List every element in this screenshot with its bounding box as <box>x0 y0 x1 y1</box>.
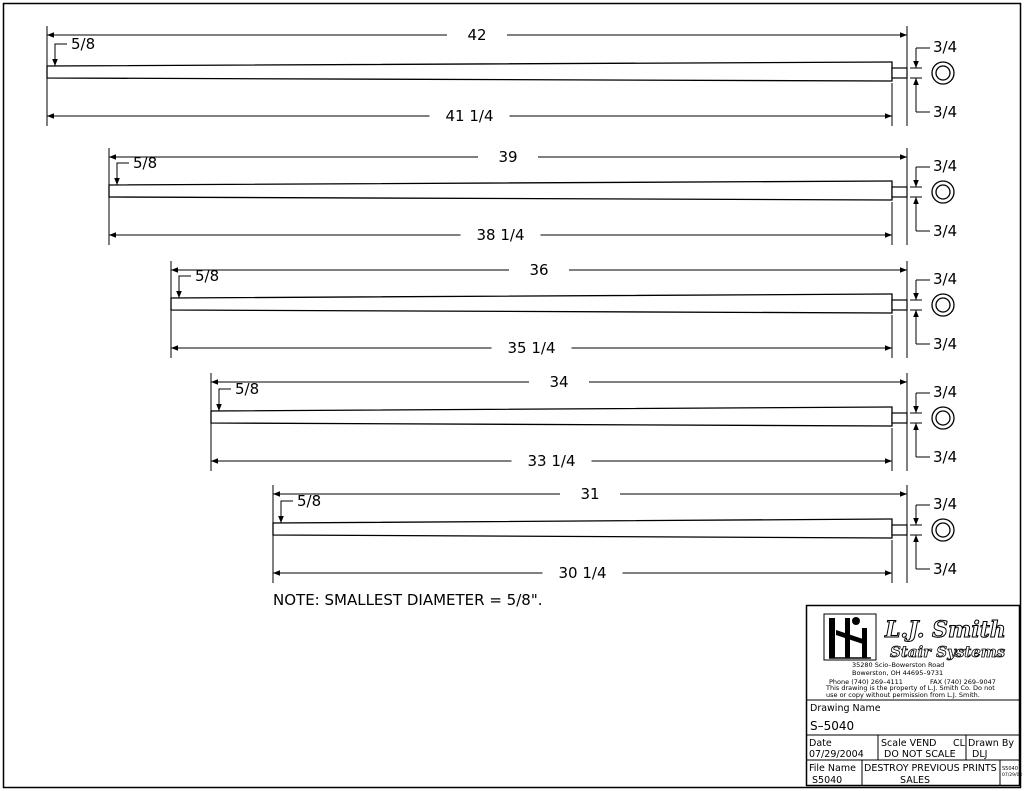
pin-diameter-top-label: 3/4 <box>933 157 958 175</box>
stamp-file: S5040 <box>1002 766 1018 772</box>
end-view-outer-circle <box>932 294 954 316</box>
baluster-4 <box>211 373 957 471</box>
pin-diameter-top-label: 3/4 <box>933 383 958 401</box>
taper-length-label: 33 1/4 <box>527 452 576 470</box>
scale-value: DO NOT SCALE <box>884 749 956 760</box>
baluster-5 <box>273 485 957 583</box>
small-end-leader <box>117 163 129 185</box>
file-name-label: File Name <box>809 763 856 774</box>
baluster-body <box>273 519 892 538</box>
pin-diameter-bottom-label: 3/4 <box>933 560 958 578</box>
taper-length-label: 35 1/4 <box>507 339 556 357</box>
scale-label: Scale VEND <box>881 738 937 749</box>
small-end-label: 5/8 <box>235 380 260 398</box>
overall-length-label: 42 <box>467 26 487 44</box>
pin-diameter-bottom-label: 3/4 <box>933 103 958 121</box>
small-end-leader <box>281 501 293 523</box>
pin-diameter-top-label: 3/4 <box>933 38 958 56</box>
disclaimer-line-2: use or copy without permission from L.J. Smith. <box>826 691 980 699</box>
baluster-pin <box>892 300 907 310</box>
address-line-2: Bowerston, OH 44695–9731 <box>852 669 944 677</box>
baluster-body <box>211 407 892 426</box>
pin-diameter-bottom-label: 3/4 <box>933 222 958 240</box>
baluster-body <box>171 294 892 313</box>
company-subname: Stair Systems <box>890 643 1006 661</box>
small-end-leader <box>179 276 191 298</box>
overall-length-label: 34 <box>549 373 569 391</box>
baluster-body <box>47 62 892 81</box>
phone: Phone (740) 269–4111 <box>829 678 903 686</box>
baluster-pin <box>892 68 907 78</box>
baluster-pin <box>892 525 907 535</box>
pin-diameter-top-label: 3/4 <box>933 495 958 513</box>
end-view-inner-circle <box>936 523 950 537</box>
drawing-name: S–5040 <box>810 719 855 733</box>
pin-diameter-bottom-label: 3/4 <box>933 335 958 353</box>
title-block <box>806 606 1022 787</box>
end-view-inner-circle <box>936 66 950 80</box>
taper-length-label: 41 1/4 <box>445 107 494 125</box>
file-name-value: S5040 <box>812 775 843 786</box>
company-logo <box>824 614 876 660</box>
end-view-inner-circle <box>936 411 950 425</box>
fax: FAX (740) 269–9047 <box>930 678 996 686</box>
drawn-by-value: DLJ <box>972 749 988 760</box>
balusters-layer <box>47 26 957 583</box>
end-view-outer-circle <box>932 181 954 203</box>
baluster-1 <box>47 26 957 126</box>
destroy-prints-notice: DESTROY PREVIOUS PRINTS <box>864 763 997 774</box>
drawing-name-label: Drawing Name <box>810 703 881 714</box>
end-view-outer-circle <box>932 62 954 84</box>
date-value: 07/29/2004 <box>809 749 864 760</box>
smallest-diameter-note: NOTE: SMALLEST DIAMETER = 5/8". <box>273 591 543 609</box>
end-view-inner-circle <box>936 298 950 312</box>
disclaimer-line-1: This drawing is the property of L.J. Smith Co. Do not <box>826 684 995 692</box>
overall-length-label: 36 <box>529 261 549 279</box>
small-end-label: 5/8 <box>133 154 158 172</box>
small-end-leader <box>219 389 231 411</box>
baluster-body <box>109 181 892 200</box>
end-view-outer-circle <box>932 519 954 541</box>
overall-length-label: 31 <box>580 485 600 503</box>
drawn-by-label: Drawn By <box>968 738 1014 749</box>
taper-length-label: 38 1/4 <box>476 226 525 244</box>
baluster-pin <box>892 413 907 423</box>
baluster-3 <box>171 261 957 358</box>
sales-label: SALES <box>900 775 931 786</box>
stamp-date: 07/29/04 <box>1002 773 1023 778</box>
small-end-label: 5/8 <box>297 492 322 510</box>
company-name: L.J. Smith <box>885 617 1006 643</box>
small-end-label: 5/8 <box>71 35 96 53</box>
date-label: Date <box>809 738 832 749</box>
end-view-inner-circle <box>936 185 950 199</box>
small-end-label: 5/8 <box>195 267 220 285</box>
baluster-2 <box>109 148 957 245</box>
address-line-1: 35280 Scio–Bowerston Road <box>852 661 945 669</box>
small-end-leader <box>55 44 67 66</box>
baluster-pin <box>892 187 907 197</box>
scale-suffix: CL <box>953 738 965 749</box>
end-view-outer-circle <box>932 407 954 429</box>
taper-length-label: 30 1/4 <box>558 564 607 582</box>
overall-length-label: 39 <box>498 148 518 166</box>
pin-diameter-top-label: 3/4 <box>933 270 958 288</box>
pin-diameter-bottom-label: 3/4 <box>933 448 958 466</box>
